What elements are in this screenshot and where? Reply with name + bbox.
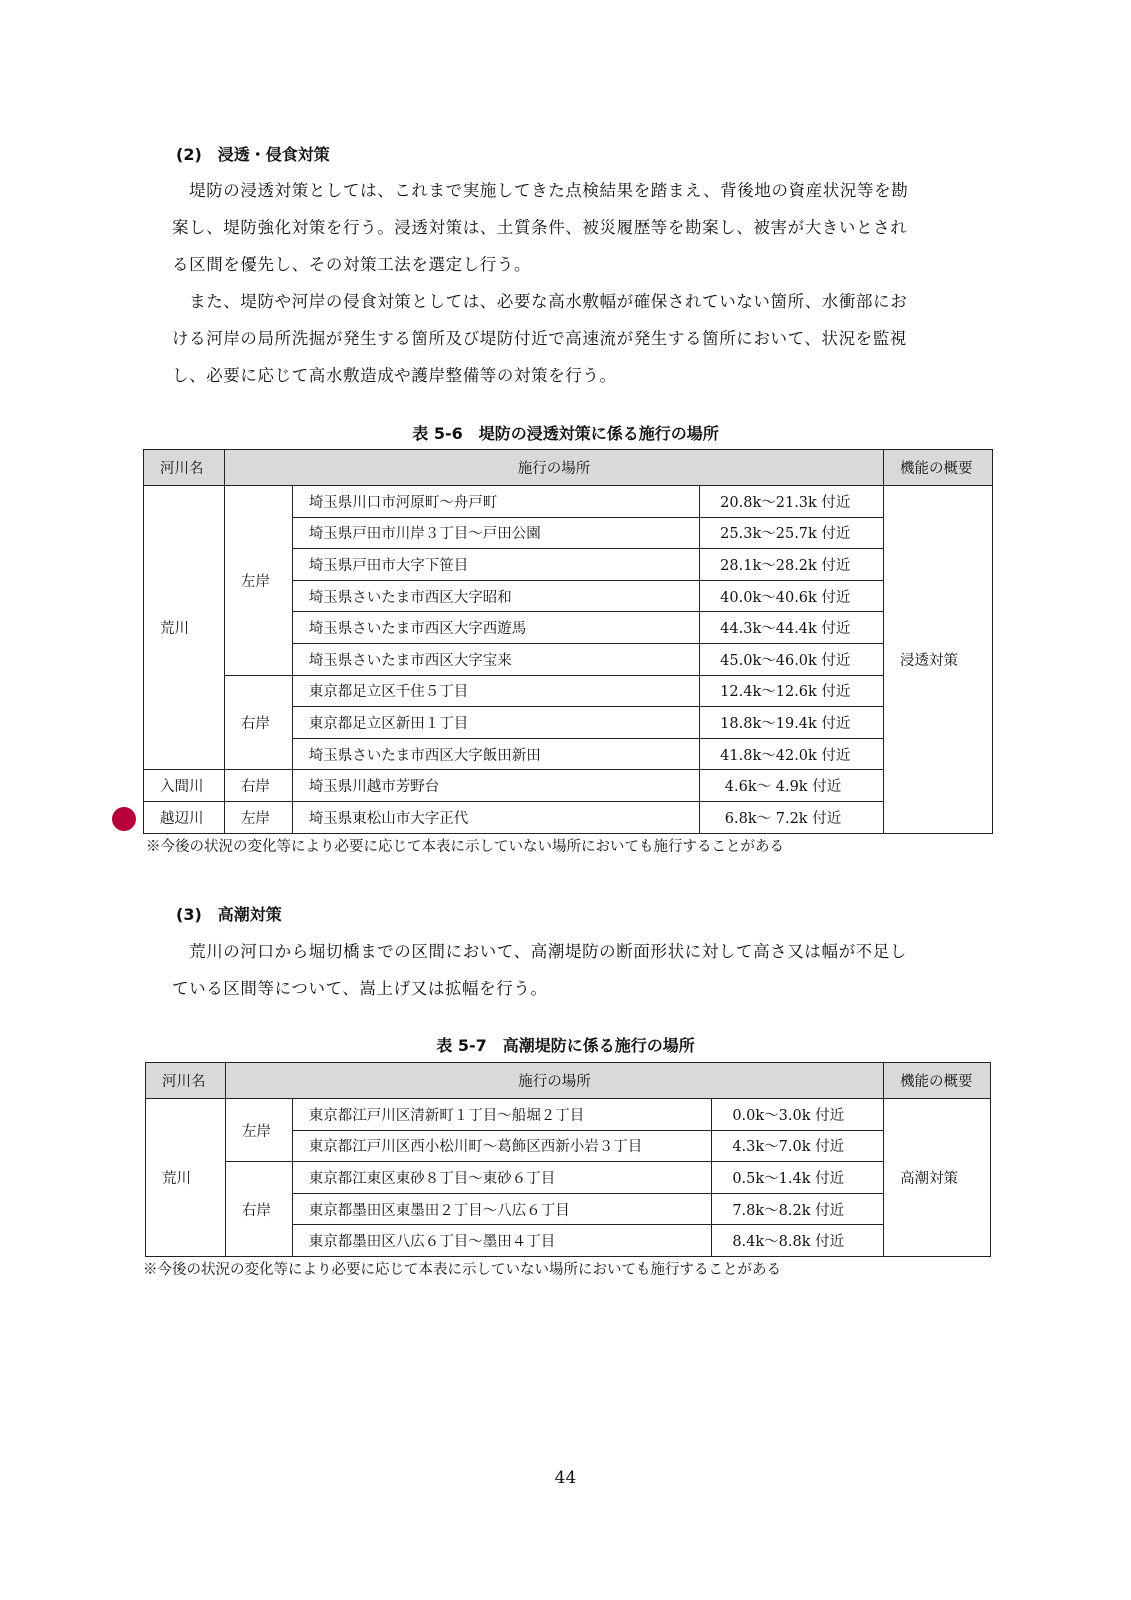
km-range: 20.8k～21.3k 付近 xyxy=(700,486,884,518)
km-range: 45.0k～46.0k 付近 xyxy=(700,643,884,675)
bank-side: 左岸 xyxy=(225,1099,292,1162)
table-row xyxy=(144,486,993,518)
km-range: 7.8k～8.2k 付近 xyxy=(712,1193,884,1225)
annotation-marker-dot xyxy=(112,807,136,831)
table-5-6 xyxy=(143,449,993,834)
river-name: 荒川 xyxy=(144,486,225,770)
location: 東京都江戸川区清新町１丁目～船堀２丁目 xyxy=(292,1099,712,1131)
location: 埼玉県さいたま市西区大字宝来 xyxy=(292,643,699,675)
paragraph-line: 堤防の浸透対策としては、これまで実施してきた点検結果を踏まえ、背後地の資産状況等を勘 xyxy=(172,181,909,200)
river-name: 荒川 xyxy=(146,1099,226,1257)
river-name: 越辺川 xyxy=(144,801,225,833)
km-range: 41.8k～42.0k 付近 xyxy=(700,738,884,770)
km-range: 8.4k～8.8k 付近 xyxy=(712,1225,884,1257)
table-row xyxy=(144,770,993,802)
location: 東京都足立区新田１丁目 xyxy=(292,707,699,739)
header-function: 機能の概要 xyxy=(884,1063,991,1099)
km-range: 4.6k～ 4.9k 付近 xyxy=(700,770,884,802)
header-river: 河川名 xyxy=(144,450,225,486)
bank-side: 右岸 xyxy=(224,770,292,802)
km-range: 28.1k～28.2k 付近 xyxy=(700,549,884,581)
km-range: 44.3k～44.4k 付近 xyxy=(700,612,884,644)
paragraph-line: また、堤防や河岸の侵食対策としては、必要な高水敷幅が確保されていない箇所、水衝部にお xyxy=(172,292,908,311)
paragraph-line: 荒川の河口から堀切橋までの区間において、高潮堤防の断面形状に対して高さ又は幅が不足し xyxy=(172,942,907,961)
km-range: 6.8k～ 7.2k 付近 xyxy=(700,801,884,833)
table-5-6-note: ※今後の状況の変化等により必要に応じて本表に示していない場所においても施行することがある xyxy=(146,839,784,855)
table-row xyxy=(146,1099,991,1131)
table-row xyxy=(144,675,993,707)
section-3-heading: (3) 高潮対策 xyxy=(176,905,282,924)
km-range: 18.8k～19.4k 付近 xyxy=(700,707,884,739)
paragraph-line: し、必要に応じて高水敷造成や護岸整備等の対策を行う。 xyxy=(172,366,617,385)
km-range: 4.3k～7.0k 付近 xyxy=(712,1130,884,1162)
location: 東京都墨田区東墨田２丁目～八広６丁目 xyxy=(292,1193,712,1225)
location: 埼玉県川口市河原町～舟戸町 xyxy=(292,486,699,518)
location: 埼玉県戸田市川岸３丁目～戸田公園 xyxy=(292,517,699,549)
km-range: 12.4k～12.6k 付近 xyxy=(700,675,884,707)
page-number: 44 xyxy=(554,1468,577,1488)
section-2-heading: (2) 浸透・侵食対策 xyxy=(176,145,330,164)
header-row xyxy=(146,1063,991,1099)
location: 東京都墨田区八広６丁目～墨田４丁目 xyxy=(292,1225,712,1257)
location: 東京都足立区千住５丁目 xyxy=(292,675,699,707)
table-5-7-note: ※今後の状況の変化等により必要に応じて本表に示していない場所においても施行することがある xyxy=(143,1262,781,1278)
paragraph-line: ている区間等について、嵩上げ又は拡幅を行う。 xyxy=(172,979,548,998)
km-range: 40.0k～40.6k 付近 xyxy=(700,580,884,612)
location: 埼玉県川越市芳野台 xyxy=(292,770,699,802)
location: 東京都江東区東砂８丁目～東砂６丁目 xyxy=(292,1162,712,1194)
paragraph-line: ける河岸の局所洗掘が発生する箇所及び堤防付近で高速流が発生する箇所において、状況を監視 xyxy=(172,329,907,348)
bank-side: 左岸 xyxy=(224,801,292,833)
km-range: 25.3k～25.7k 付近 xyxy=(700,517,884,549)
table-5-7 xyxy=(145,1062,991,1257)
table-row xyxy=(146,1162,991,1194)
location: 埼玉県さいたま市西区大字飯田新田 xyxy=(292,738,699,770)
location: 埼玉県さいたま市西区大字昭和 xyxy=(292,580,699,612)
km-range: 0.5k～1.4k 付近 xyxy=(712,1162,884,1194)
bank-side: 右岸 xyxy=(225,1162,292,1257)
location: 東京都江戸川区西小松川町～葛飾区西新小岩３丁目 xyxy=(292,1130,712,1162)
bank-side: 右岸 xyxy=(224,675,292,770)
header-function: 機能の概要 xyxy=(884,450,993,486)
km-range: 0.0k～3.0k 付近 xyxy=(712,1099,884,1131)
header-location: 施行の場所 xyxy=(224,450,883,486)
function-summary: 浸透対策 xyxy=(884,486,993,834)
function-summary: 高潮対策 xyxy=(884,1099,991,1257)
bank-side: 左岸 xyxy=(224,486,292,676)
location: 埼玉県戸田市大字下笹目 xyxy=(292,549,699,581)
table-5-7-caption: 表 5-7 高潮堤防に係る施行の場所 xyxy=(436,1036,695,1055)
location: 埼玉県東松山市大字正代 xyxy=(292,801,699,833)
header-row xyxy=(144,450,993,486)
river-name: 入間川 xyxy=(144,770,225,802)
header-river: 河川名 xyxy=(146,1063,226,1099)
header-location: 施行の場所 xyxy=(225,1063,883,1099)
paragraph-line: る区間を優先し、その対策工法を選定し行う。 xyxy=(172,255,532,274)
location: 埼玉県さいたま市西区大字西遊馬 xyxy=(292,612,699,644)
paragraph-line: 案し、堤防強化対策を行う。浸透対策は、土質条件、被災履歴等を勘案し、被害が大きいとされ xyxy=(172,218,908,237)
table-row xyxy=(144,801,993,833)
table-5-6-caption: 表 5-6 堤防の浸透対策に係る施行の場所 xyxy=(412,424,719,443)
